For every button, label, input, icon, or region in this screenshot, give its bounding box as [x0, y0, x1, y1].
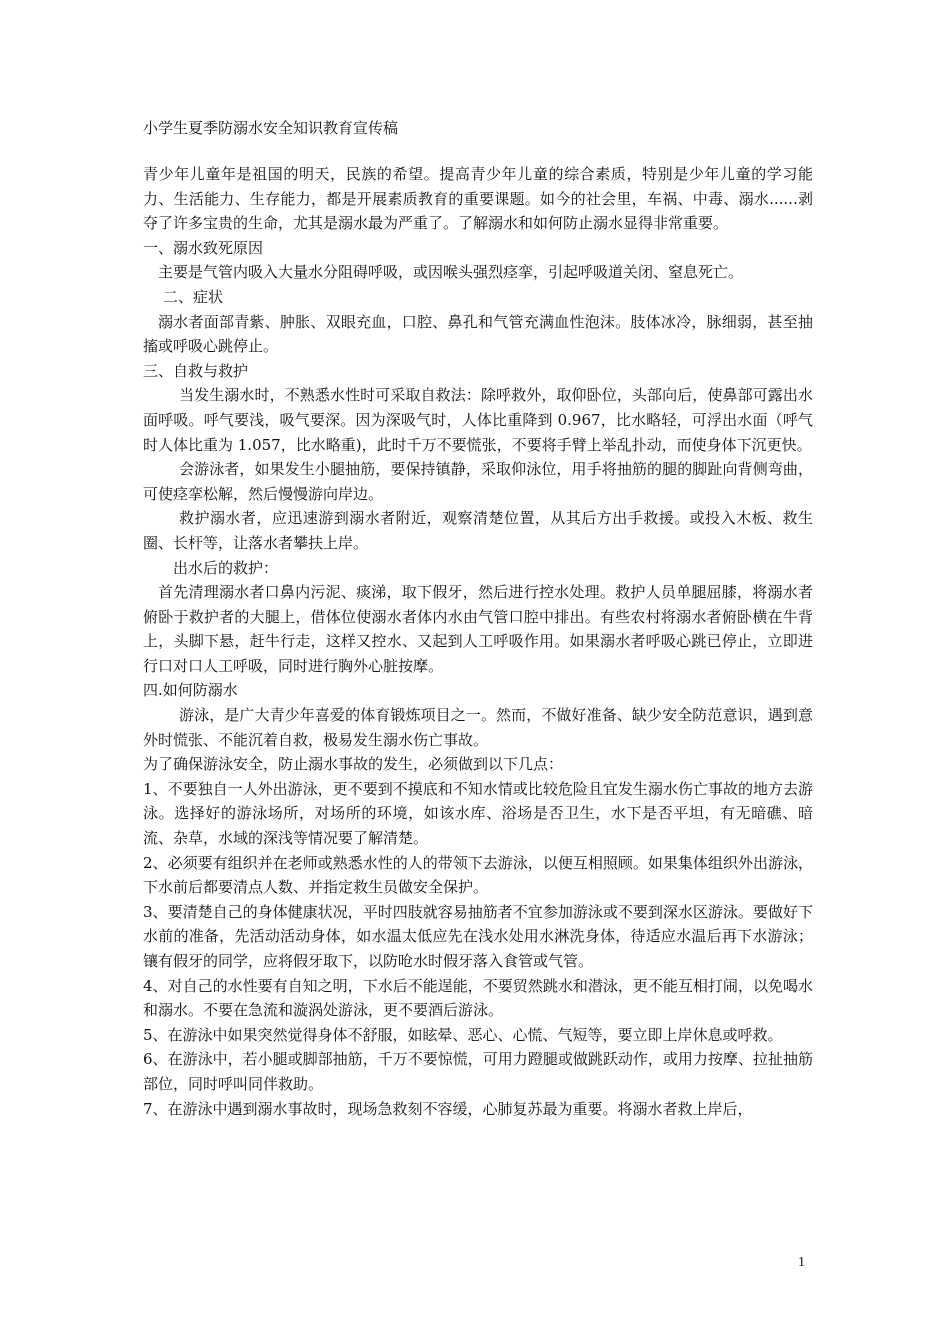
prevention-item-4: 4、对自己的水性要有自知之明，下水后不能逞能，不要贸然跳水和潜泳，更不能互相打闹，以免喝水和溺水。不要在急流和漩涡处游泳，更不要酒后游泳。 [143, 976, 813, 1020]
symptoms-paragraph: 溺水者面部青紫、肿胀、双眼充血，口腔、鼻孔和气管充满血性泡沫。肢体冰冷，脉细弱，甚至抽搐或呼吸心跳停止。 [143, 312, 813, 356]
after-rescue-heading: 出水后的救护： [173, 558, 279, 577]
prevention-item-7: 7、在游泳中遇到溺水事故时，现场急救刻不容缓，心肺复苏最为重要。将溺水者救上岸后， [143, 1099, 753, 1118]
prevention-intro-paragraph: 游泳，是广大青少年喜爱的体育锻炼项目之一。然而，不做好准备、缺少安全防范意识，遇到意外时慌张、不能沉着自救，极易发生溺水伤亡事故。 [143, 706, 813, 749]
cramp-paragraph: 会游泳者，如果发生小腿抽筋，要保持镇静，采取仰泳位，用手将抽筋的腿的脚趾向背侧弯曲，可使痉挛松解，然后慢慢游向岸边。 [143, 460, 813, 503]
section-heading-symptoms: 二、症状 [163, 287, 224, 306]
prevention-item-3: 3、要清楚自己的身体健康状况，平时四肢就容易抽筋者不宜参加游泳或不要到深水区游泳。要做好下水前的准备，先活动活动身体，如水温太低应先在浅水处用水淋洗身体，待适应水温后再下水游泳；镶有假牙的同学，应将假牙取下，以防呛水时假牙落入食管或气管。 [143, 902, 813, 970]
prevention-item-6: 6、在游泳中，若小腿或脚部抽筋，千万不要惊慌，可用力蹬腿或做跳跃动作，或用力按摩、拉扯抽筋部位，同时呼叫同伴救助。 [143, 1050, 813, 1093]
section-heading-prevention: 四.如何防溺水 [143, 681, 238, 700]
prevention-lead-paragraph: 为了确保游泳安全，防止溺水事故的发生，必须做到以下几点： [143, 755, 564, 774]
document-body [143, 162, 813, 1121]
section-heading-rescue: 三、自救与救护 [143, 361, 249, 380]
page-number: 1 [798, 1255, 805, 1270]
section-heading-causes: 一、溺水致死原因 [143, 238, 264, 257]
prevention-item-5: 5、在游泳中如果突然觉得身体不舒服，如眩晕、恶心、心慌、气短等，要立即上岸休息或呼救。 [143, 1025, 783, 1044]
after-rescue-paragraph: 首先清理溺水者口鼻内污泥、痰涕，取下假牙，然后进行控水处理。救护人员单腿屈膝，将溺水者俯卧于救护者的大腿上，借体位使溺水者体内水由气管口腔中排出。有些农村将溺水者俯卧横在牛背上，头脚下悬，赶牛行走，这样又控水、又起到人工呼吸作用。如果溺水者呼吸心跳已停止，立即进行口对口人工呼吸，同时进行胸外心脏按摩。 [143, 583, 813, 675]
prevention-item-1: 1、不要独自一人外出游泳，更不要到不摸底和不知水情或比较危险且宜发生溺水伤亡事故的地方去游泳。选择好的游泳场所，对场所的环境，如该水库、浴场是否卫生，水下是否平坦，有无暗礁、暗流、杂草，水域的深浅等情况要了解清楚。 [143, 779, 813, 848]
causes-paragraph: 主要是气管内吸入大量水分阻碍呼吸，或因喉头强烈痉挛，引起呼吸道关闭、窒息死亡。 [158, 263, 744, 282]
prevention-item-2: 2、必须要有组织并在老师或熟悉水性的人的带领下去游泳，以便互相照顾。如果集体组织外出游泳，下水前后都要清点人数、并指定救生员做安全保护。 [143, 853, 813, 897]
intro-paragraph: 青少年儿童年是祖国的明天，民族的希望。提高青少年儿童的综合素质，特别是少年儿童的学习能力、生活能力、生存能力，都是开展素质教育的重要课题。如今的社会里，车祸、中毒、溺水......剥夺了许多宝贵的生命，尤其是溺水最为严重了。了解溺水和如何防止溺水显得非常重要。 [143, 165, 813, 233]
self-rescue-paragraph: 当发生溺水时，不熟悉水性时可采取自救法：除呼救外，取仰卧位，头部向后，使鼻部可露出水面呼吸。呼气要浅，吸气要深。因为深吸气时，人体比重降到 0.967，比水略轻，可浮出水面（呼气时人体比重为 1.057，比水略重)，此时千万不要慌张，不要将手臂上举乱扑动，而使身体下沉更快。 [143, 386, 813, 454]
rescue-others-paragraph: 救护溺水者，应迅速游到溺水者附近，观察清楚位置，从其后方出手救援。或投入木板、救生圈、长杆等，让落水者攀扶上岸。 [143, 509, 813, 552]
document-title: 小学生夏季防溺水安全知识教育宣传稿 [143, 119, 399, 137]
